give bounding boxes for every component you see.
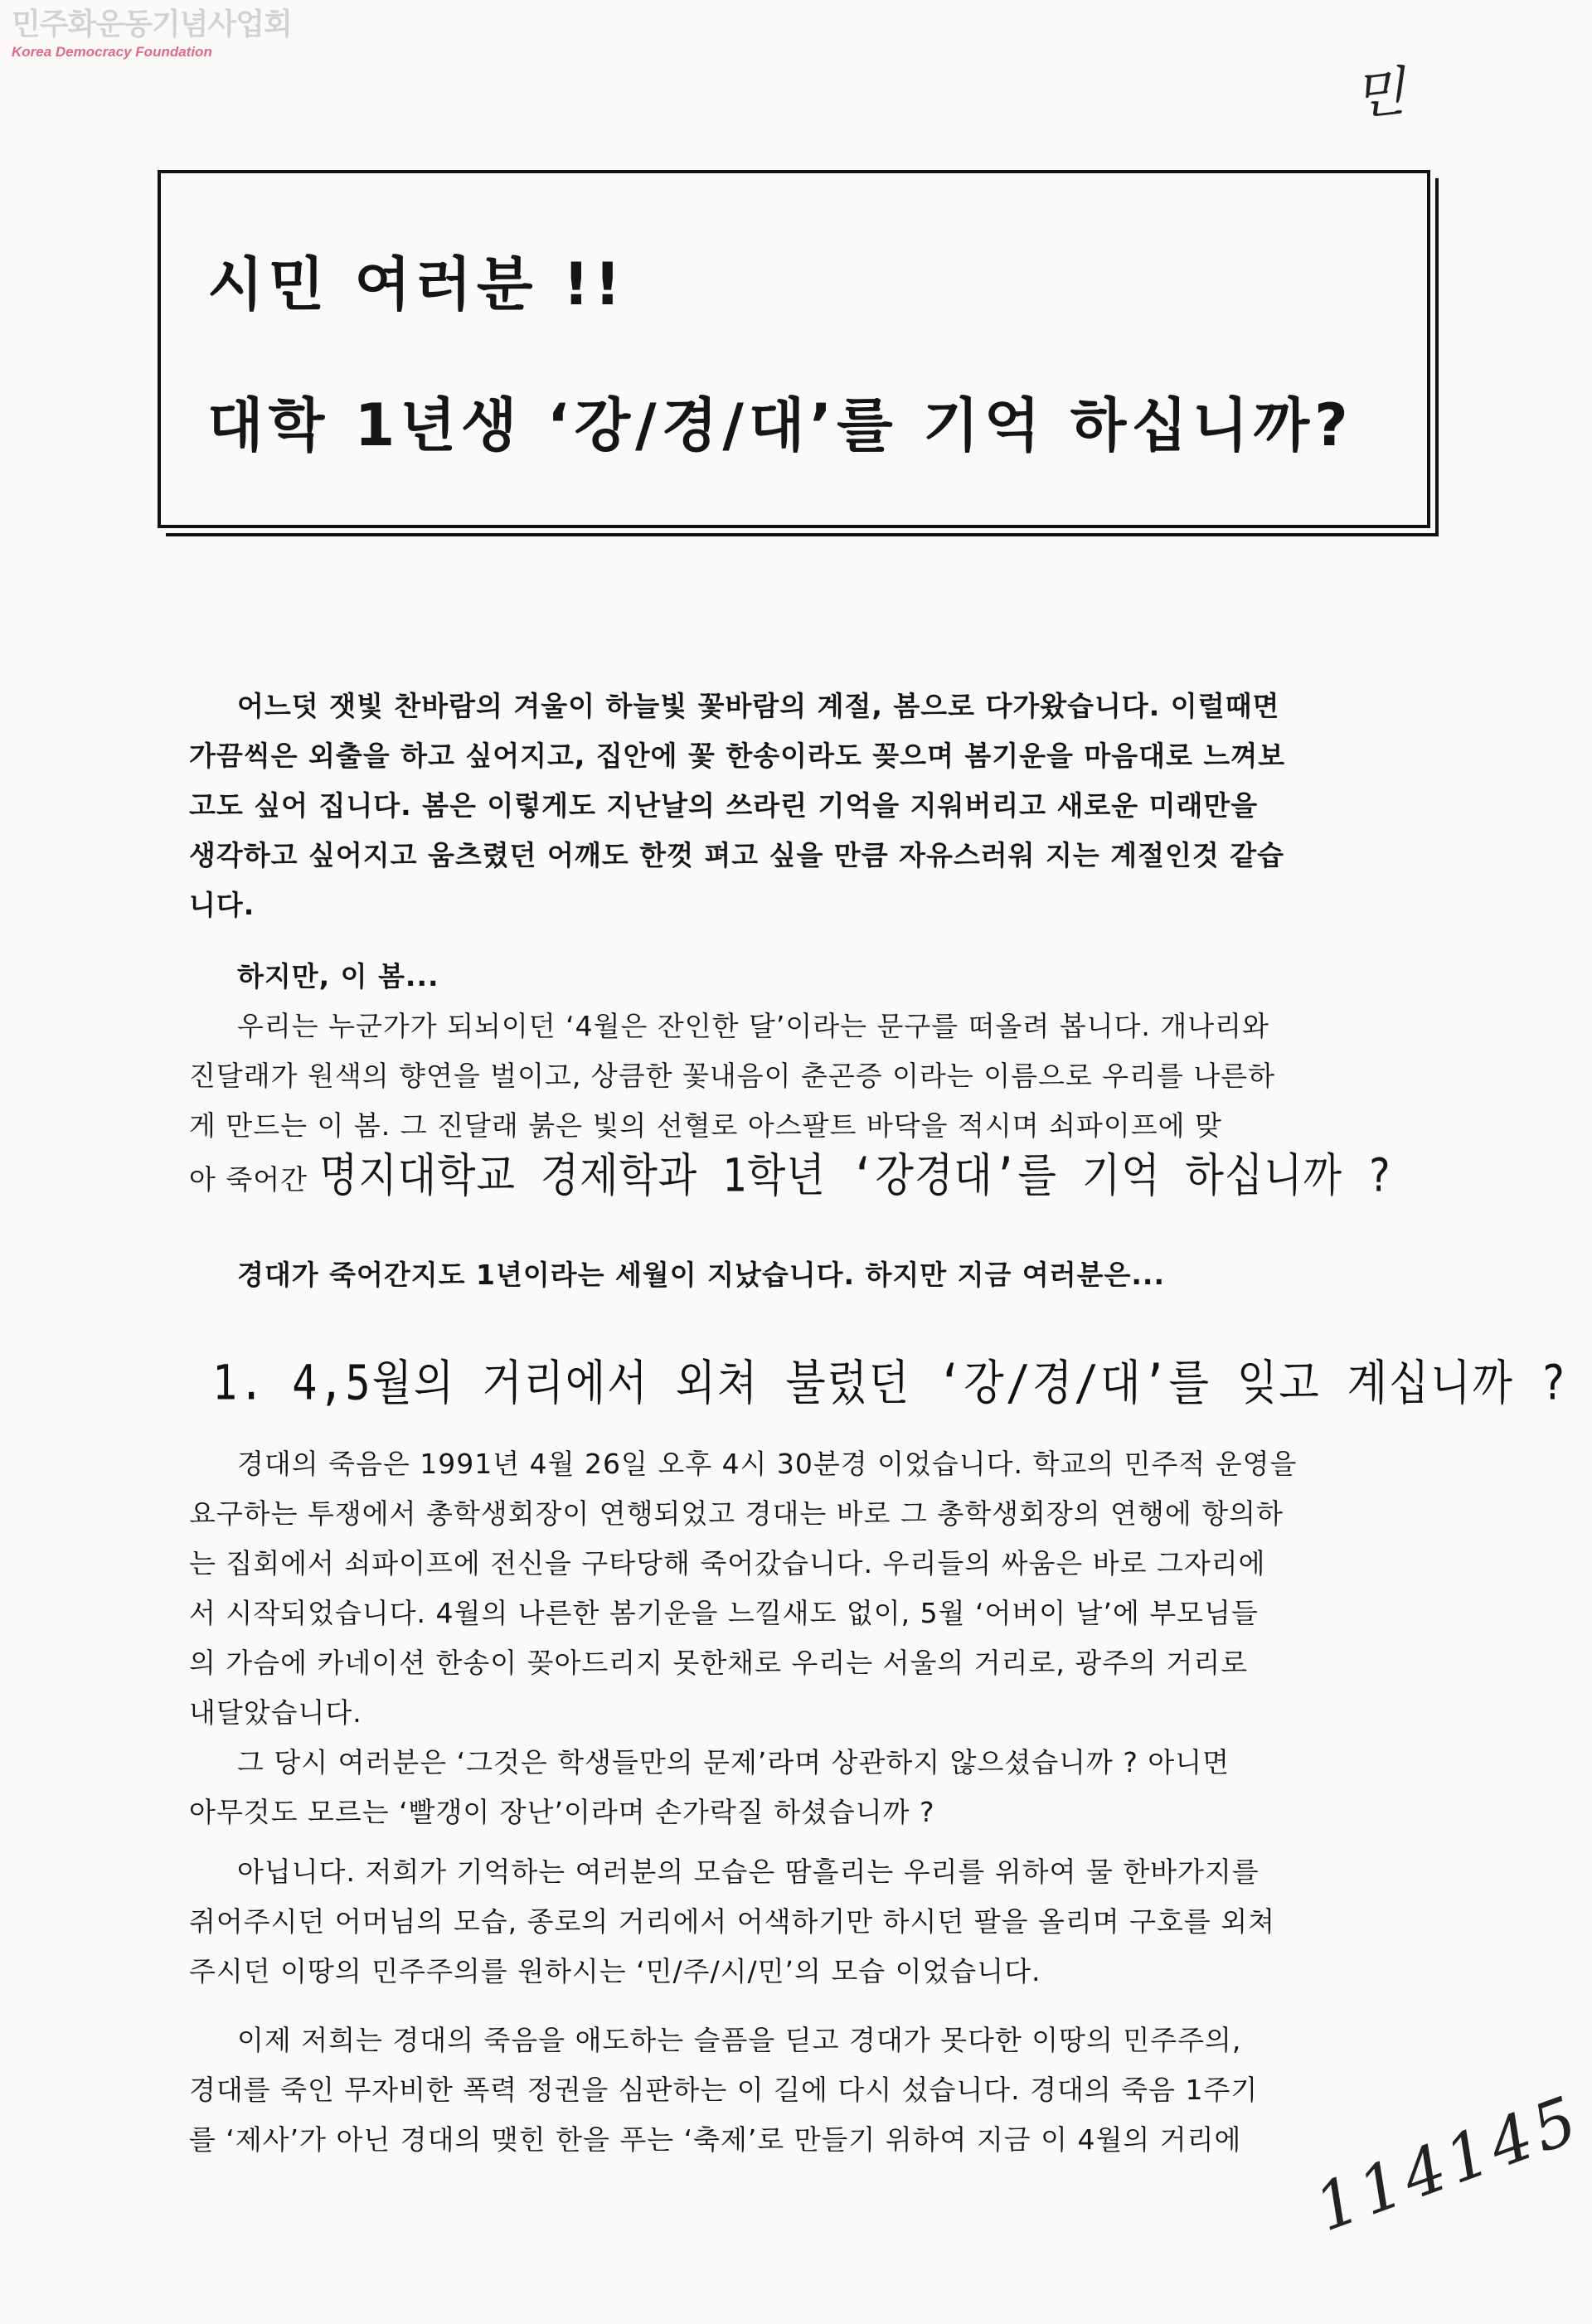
paragraph-line: 니다.: [189, 889, 255, 921]
paragraph-line: 경대가 죽어간지도 1년이라는 세월이 지났습니다. 하지만 지금 여러분은...: [237, 1259, 1165, 1291]
paragraph-line: 하지만, 이 봄...: [237, 960, 439, 992]
paragraph-line: 내달았습니다.: [189, 1696, 362, 1729]
paragraph-5: [189, 1847, 1429, 1997]
paragraph-6: [189, 2016, 1429, 2165]
title-line-1: 시민 여러분 !!: [207, 250, 626, 318]
logo-korean: 민주화운동기념사업회: [12, 7, 292, 41]
paragraph-line: 그 당시 여러분은 ‘그것은 학생들만의 문제’라며 상관하지 않으셨습니까 ? 아니면: [237, 1746, 1230, 1778]
paragraph-4: [189, 1439, 1429, 1837]
paragraph-2: [189, 952, 1429, 1205]
paragraph-line: 가끔씩은 외출을 하고 싶어지고, 집안에 꽃 한송이라도 꽂으며 봄기운을 마음대로 느껴보: [189, 740, 1286, 772]
emphasis-line: [189, 1148, 1429, 1205]
paragraph-line: 생각하고 싶어지고 움츠렸던 어깨도 한껏 펴고 싶을 만큼 자유스러워 지는 계절인것 같습: [189, 839, 1284, 871]
paragraph-line: 경대를 죽인 무자비한 폭력 정권을 심판하는 이 길에 다시 섰습니다. 경대의 죽음 1주기: [189, 2074, 1259, 2106]
logo-english: Korea Democracy Foundation: [12, 44, 212, 60]
section-heading-1: 1. 4,5월의 거리에서 외쳐 불렀던 ‘강/경/대’를 잊고 계십니까 ?: [212, 1355, 1568, 1411]
paragraph-1: [189, 682, 1429, 930]
emphasis-prefix: 아 죽어간: [189, 1163, 308, 1196]
paragraph-line: 쥐어주시던 어머님의 모습, 종로의 거리에서 어색하기만 하시던 팔을 올리며 구호를 외쳐: [189, 1905, 1275, 1938]
paragraph-line: 고도 싶어 집니다. 봄은 이렇게도 지난날의 쓰라린 기억을 지워버리고 새로운 미래만을: [189, 789, 1259, 822]
paragraph-3: [189, 1250, 1429, 1300]
paragraph-line: 서 시작되었습니다. 4월의 나른한 봄기운을 느낄새도 없이, 5월 ‘어버이 날’에 부모님들: [189, 1597, 1259, 1629]
handwritten-mark-top: 민: [1350, 61, 1409, 128]
paragraph-line: 주시던 이땅의 민주주의를 원하시는 ‘민/주/시/민’의 모습 이었습니다.: [189, 1955, 1041, 1987]
handwritten-number: 114145: [1305, 2081, 1592, 2247]
paragraph-line: 우리는 누군가가 되뇌이던 ‘4월은 잔인한 달’이라는 문구를 떠올려 봅니다. 개나리와: [237, 1010, 1269, 1042]
paragraph-line: 아무것도 모르는 ‘빨갱이 장난’이라며 손가락질 하셨습니까 ?: [189, 1796, 935, 1828]
emphasis-question: 명지대학교 경제학과 1학년 ‘강경대’를 기억 하십니까 ?: [319, 1148, 1392, 1203]
paragraph-line: 아닙니다. 저희가 기억하는 여러분의 모습은 땀흘리는 우리를 위하여 물 한바가지를: [237, 1856, 1260, 1888]
foundation-logo: [12, 8, 292, 61]
title-box: [158, 170, 1430, 528]
paragraph-line: 이제 저희는 경대의 죽음을 애도하는 슬픔을 딛고 경대가 못다한 이땅의 민주주의,: [237, 2024, 1242, 2056]
paragraph-line: 는 집회에서 쇠파이프에 전신을 구타당해 죽어갔습니다. 우리들의 싸움은 바로 그자리에: [189, 1547, 1266, 1579]
paragraph-line: 요구하는 투쟁에서 총학생회장이 연행되었고 경대는 바로 그 총학생회장의 연행에 항의하: [189, 1497, 1284, 1530]
title-line-2: 대학 1년생 ‘강/경/대’를 기억 하십니까?: [207, 391, 1353, 459]
paragraph-line: 게 만드는 이 봄. 그 진달래 붉은 빛의 선혈로 아스팔트 바닥을 적시며 쇠파이프에 맞: [189, 1109, 1222, 1142]
paragraph-line: 의 가슴에 카네이션 한송이 꽂아드리지 못한채로 우리는 서울의 거리로, 광주의 거리로: [189, 1647, 1249, 1679]
paragraph-line: 를 ‘제사’가 아닌 경대의 맺힌 한을 푸는 ‘축제’로 만들기 위하여 지금 이 4월의 거리에: [189, 2123, 1242, 2156]
paragraph-line: 진달래가 원색의 향연을 벌이고, 상큼한 꽃내음이 춘곤증 이라는 이름으로 우리를 나른하: [189, 1060, 1275, 1092]
paragraph-line: 경대의 죽음은 1991년 4월 26일 오후 4시 30분경 이었습니다. 학교의 민주적 운영을: [237, 1448, 1298, 1480]
paragraph-line: 어느덧 잿빛 찬바람의 겨울이 하늘빛 꽃바람의 계절, 봄으로 다가왔습니다. 이럴때면: [237, 690, 1280, 722]
